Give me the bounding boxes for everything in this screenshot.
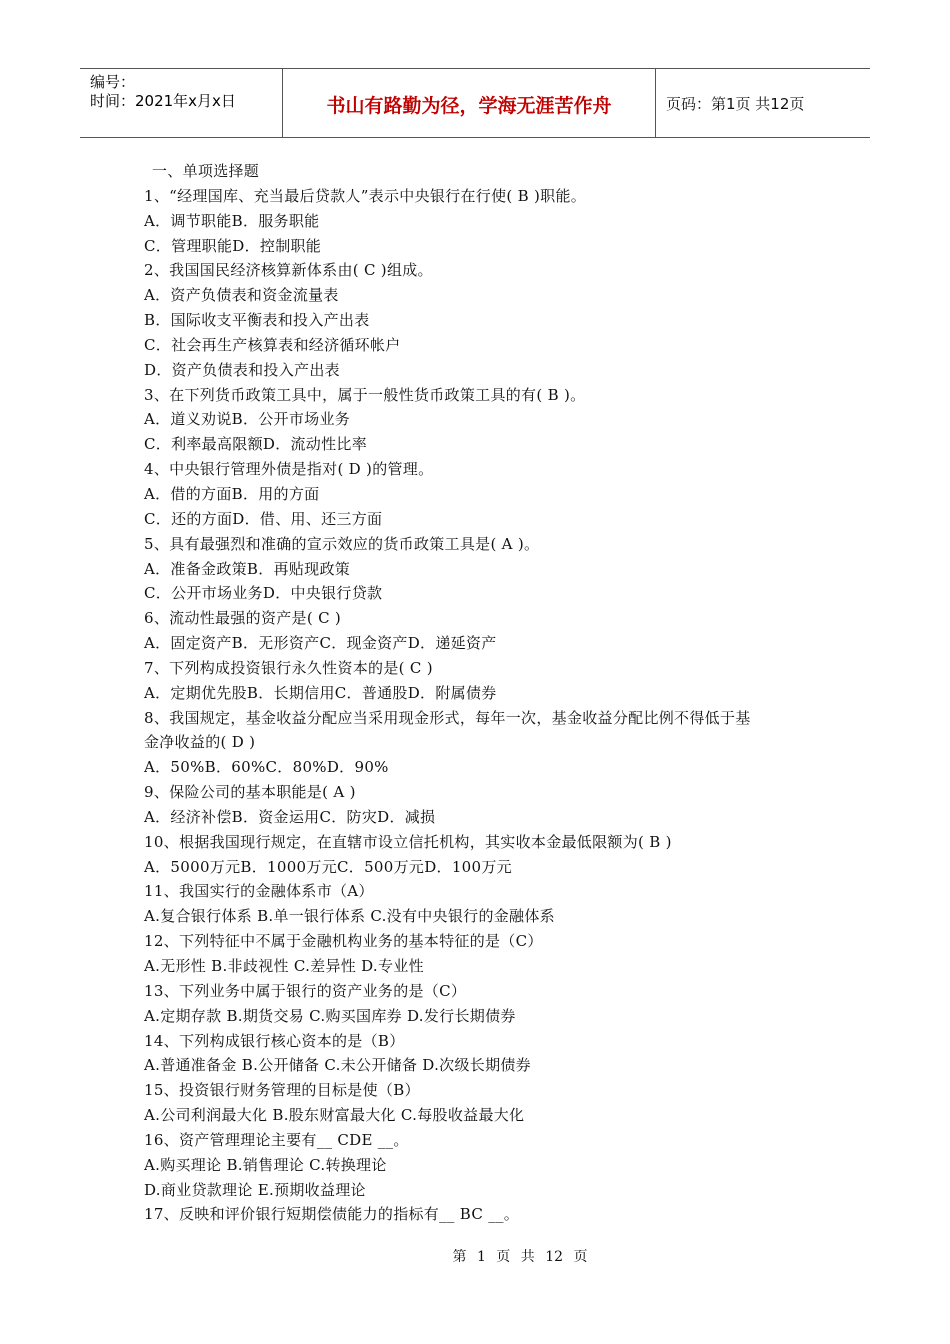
text-line: A．固定资产B．无形资产C．现金资产D．递延资产 <box>144 634 497 653</box>
text-line: A．调节职能B．服务职能 <box>144 211 320 230</box>
text-line: A．道义劝说B．公开市场业务 <box>144 410 351 429</box>
text-line: 14、下列构成银行核心资本的是（B） <box>144 1031 405 1050</box>
text-line: D.商业贷款理论 E.预期收益理论 <box>144 1180 366 1199</box>
text-line: A．定期优先股B．长期信用C．普通股D．附属债券 <box>144 683 497 702</box>
text-line: 17、反映和评价银行短期偿债能力的指标有__ BC __。 <box>144 1205 520 1224</box>
text-line: 16、资产管理理论主要有__ CDE __。 <box>144 1130 409 1149</box>
text-line: A.公司利润最大化 B.股东财富最大化 C.每股收益最大化 <box>144 1106 525 1125</box>
header-middle-cell <box>283 69 656 137</box>
time-label: 时间：2021年x月x日 <box>90 92 236 110</box>
text-line: 15、投资银行财务管理的目标是使（B） <box>144 1081 420 1100</box>
text-line: C．社会再生产核算表和经济循环帐户 <box>144 335 401 354</box>
text-line: D．资产负债表和投入产出表 <box>144 360 340 379</box>
text-line: 2、我国国民经济核算新体系由( C )组成。 <box>144 261 433 280</box>
header-left-cell <box>80 69 283 137</box>
text-line: 7、下列构成投资银行永久性资本的是( C ) <box>144 658 433 677</box>
text-line: A．借的方面B．用的方面 <box>144 484 320 503</box>
text-line: 10、根据我国现行规定，在直辖市设立信托机构，其实收本金最低限额为( B ) <box>144 832 672 851</box>
text-line: 12、下列特征中不属于金融机构业务的基本特征的是（C） <box>144 932 543 951</box>
text-line: 9、保险公司的基本职能是( A ) <box>144 783 356 802</box>
text-line: 8、我国规定，基金收益分配应当采用现金形式，每年一次，基金收益分配比例不得低于基 <box>144 708 751 727</box>
text-line: 6、流动性最强的资产是( C ) <box>144 609 342 628</box>
header-page-info: 页码：第1页 共12页 <box>666 95 805 113</box>
text-line: A.购买理论 B.销售理论 C.转换理论 <box>144 1155 387 1174</box>
text-line: A.复合银行体系 B.单一银行体系 C.没有中央银行的金融体系 <box>144 907 555 926</box>
page-footer <box>0 1246 950 1266</box>
text-line: 3、在下列货币政策工具中，属于一般性货币政策工具的有( B )。 <box>144 385 586 404</box>
text-line: A.定期存款 B.期货交易 C.购买国库券 D.发行长期债券 <box>144 1006 516 1025</box>
text-line: A.无形性 B.非歧视性 C.差异性 D.专业性 <box>144 957 424 975</box>
text-line: A.普通准备金 B.公开储备 C.未公开储备 D.次级长期债券 <box>144 1056 531 1075</box>
text-line: A．资产负债表和资金流量表 <box>144 286 339 305</box>
text-line: 13、下列业务中属于银行的资产业务的是（C） <box>144 981 467 1000</box>
text-line: B．国际收支平衡表和投入产出表 <box>144 311 370 330</box>
text-line: 4、中央银行管理外债是指对( D )的管理。 <box>144 460 434 479</box>
header-motto: 书山有路勤为径，学海无涯苦作舟 <box>326 95 612 117</box>
text-line: A．50%B．60%C．80%D．90% <box>144 758 389 777</box>
text-line: C．管理职能D．控制职能 <box>144 236 322 255</box>
text-line: 金净收益的( D ) <box>144 733 256 752</box>
text-line: C．利率最高限额D．流动性比率 <box>144 435 368 454</box>
header-right-cell <box>656 69 870 137</box>
text-line: C．还的方面D．借、用、还三方面 <box>144 509 383 528</box>
text-line: A．5000万元B．1000万元C．500万元D．100万元 <box>144 857 512 876</box>
document-header <box>80 68 870 138</box>
text-line: C．公开市场业务D．中央银行贷款 <box>144 584 383 603</box>
section-heading: 一、单项选择题 <box>152 162 260 180</box>
text-line: 1、“经理国库、充当最后贷款人”表示中央银行在行使( B )职能。 <box>144 186 587 205</box>
text-line: A．经济补偿B．资金运用C．防灾D．减损 <box>144 807 436 826</box>
text-line: A．准备金政策B．再贴现政策 <box>144 559 351 578</box>
footer-page-label: 第 1 页 共 12 页 <box>452 1249 588 1265</box>
text-line: 11、我国实行的金融体系市（A） <box>144 882 374 901</box>
document-body <box>144 159 824 1227</box>
text-line: 5、具有最强烈和准确的宣示效应的货币政策工具是( A )。 <box>144 534 540 553</box>
number-label: 编号： <box>90 73 136 91</box>
